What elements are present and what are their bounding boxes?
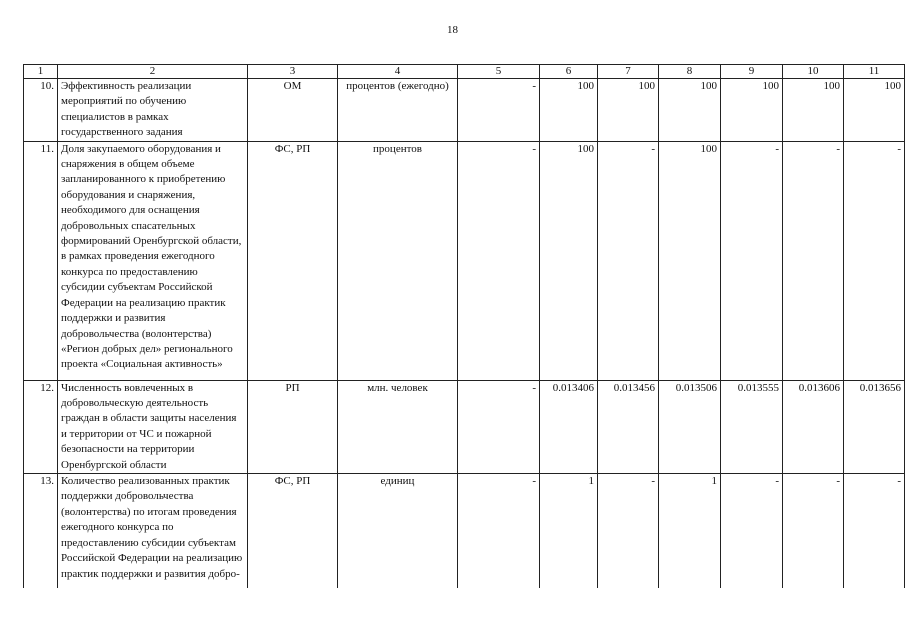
value-col-10: - — [783, 474, 844, 589]
value-col-7: 100 — [598, 79, 659, 142]
header-cell: 7 — [598, 65, 659, 79]
header-cell: 8 — [659, 65, 721, 79]
unit-of-measure: млн. человек — [338, 380, 458, 473]
value-col-5: - — [458, 141, 540, 380]
value-col-9: - — [721, 474, 783, 589]
unit-of-measure: единиц — [338, 474, 458, 589]
value-col-5: - — [458, 79, 540, 142]
value-col-11: 0.013656 — [844, 380, 905, 473]
header-cell: 6 — [540, 65, 598, 79]
value-col-7: - — [598, 474, 659, 589]
indicator-type: ФС, РП — [248, 474, 338, 589]
page-number: 18 — [447, 24, 458, 36]
value-col-11: - — [844, 141, 905, 380]
header-cell: 3 — [248, 65, 338, 79]
row-number: 12. — [24, 380, 58, 473]
indicator-type: ОМ — [248, 79, 338, 142]
value-col-6: 0.013406 — [540, 380, 598, 473]
table-row — [24, 79, 905, 142]
header-cell: 5 — [458, 65, 540, 79]
value-col-7: - — [598, 141, 659, 380]
table-row — [24, 141, 905, 380]
row-number: 11. — [24, 141, 58, 380]
indicator-name: Доля закупаемого оборудования и снаряжения в общем объеме запланированного к приобретению оборудования и снаряжения, необходимого для оснащения добровольных спасательных формирований Оренбургской области, в рамках проведения ежегодного конкурса по предоставлению субсидии субъектам Российской Федерации на реализацию практик поддержки и развития добровольчества (волонтерства) «Регион добрых дел» регионального проекта «Социальная активность» — [58, 141, 248, 380]
value-col-8: 100 — [659, 141, 721, 380]
value-col-9: - — [721, 141, 783, 380]
indicator-name: Количество реализованных практик поддержки добровольчества (волонтерства) по итогам проведения ежегодного конкурса по предоставлению субсидии субъектам Российской Федерации на реализацию практик поддержки и развития добро- — [58, 474, 248, 589]
table-row — [24, 474, 905, 589]
table-row — [24, 380, 905, 473]
row-number: 13. — [24, 474, 58, 589]
unit-of-measure: процентов — [338, 141, 458, 380]
unit-of-measure: процентов (ежегодно) — [338, 79, 458, 142]
indicator-type: РП — [248, 380, 338, 473]
value-col-7: 0.013456 — [598, 380, 659, 473]
value-col-5: - — [458, 380, 540, 473]
header-cell: 2 — [58, 65, 248, 79]
value-col-9: 100 — [721, 79, 783, 142]
header-cell: 1 — [24, 65, 58, 79]
indicator-type: ФС, РП — [248, 141, 338, 380]
value-col-8: 100 — [659, 79, 721, 142]
column-number-row — [24, 65, 905, 79]
value-col-6: 100 — [540, 79, 598, 142]
value-col-11: 100 — [844, 79, 905, 142]
indicator-name: Эффективность реализации мероприятий по обучению специалистов в рамках государственного задания — [58, 79, 248, 142]
indicator-name: Численность вовлеченных в добровольческую деятельность граждан в области защиты населения и территории от ЧС и пожарной безопасности на территории Оренбургской области — [58, 380, 248, 473]
indicators-table — [23, 64, 905, 588]
value-col-8: 0.013506 — [659, 380, 721, 473]
header-cell: 9 — [721, 65, 783, 79]
value-col-8: 1 — [659, 474, 721, 589]
value-col-5: - — [458, 474, 540, 589]
value-col-10: 0.013606 — [783, 380, 844, 473]
value-col-10: - — [783, 141, 844, 380]
row-number: 10. — [24, 79, 58, 142]
value-col-9: 0.013555 — [721, 380, 783, 473]
header-cell: 4 — [338, 65, 458, 79]
value-col-11: - — [844, 474, 905, 589]
value-col-6: 1 — [540, 474, 598, 589]
value-col-6: 100 — [540, 141, 598, 380]
header-cell: 11 — [844, 65, 905, 79]
value-col-10: 100 — [783, 79, 844, 142]
header-cell: 10 — [783, 65, 844, 79]
